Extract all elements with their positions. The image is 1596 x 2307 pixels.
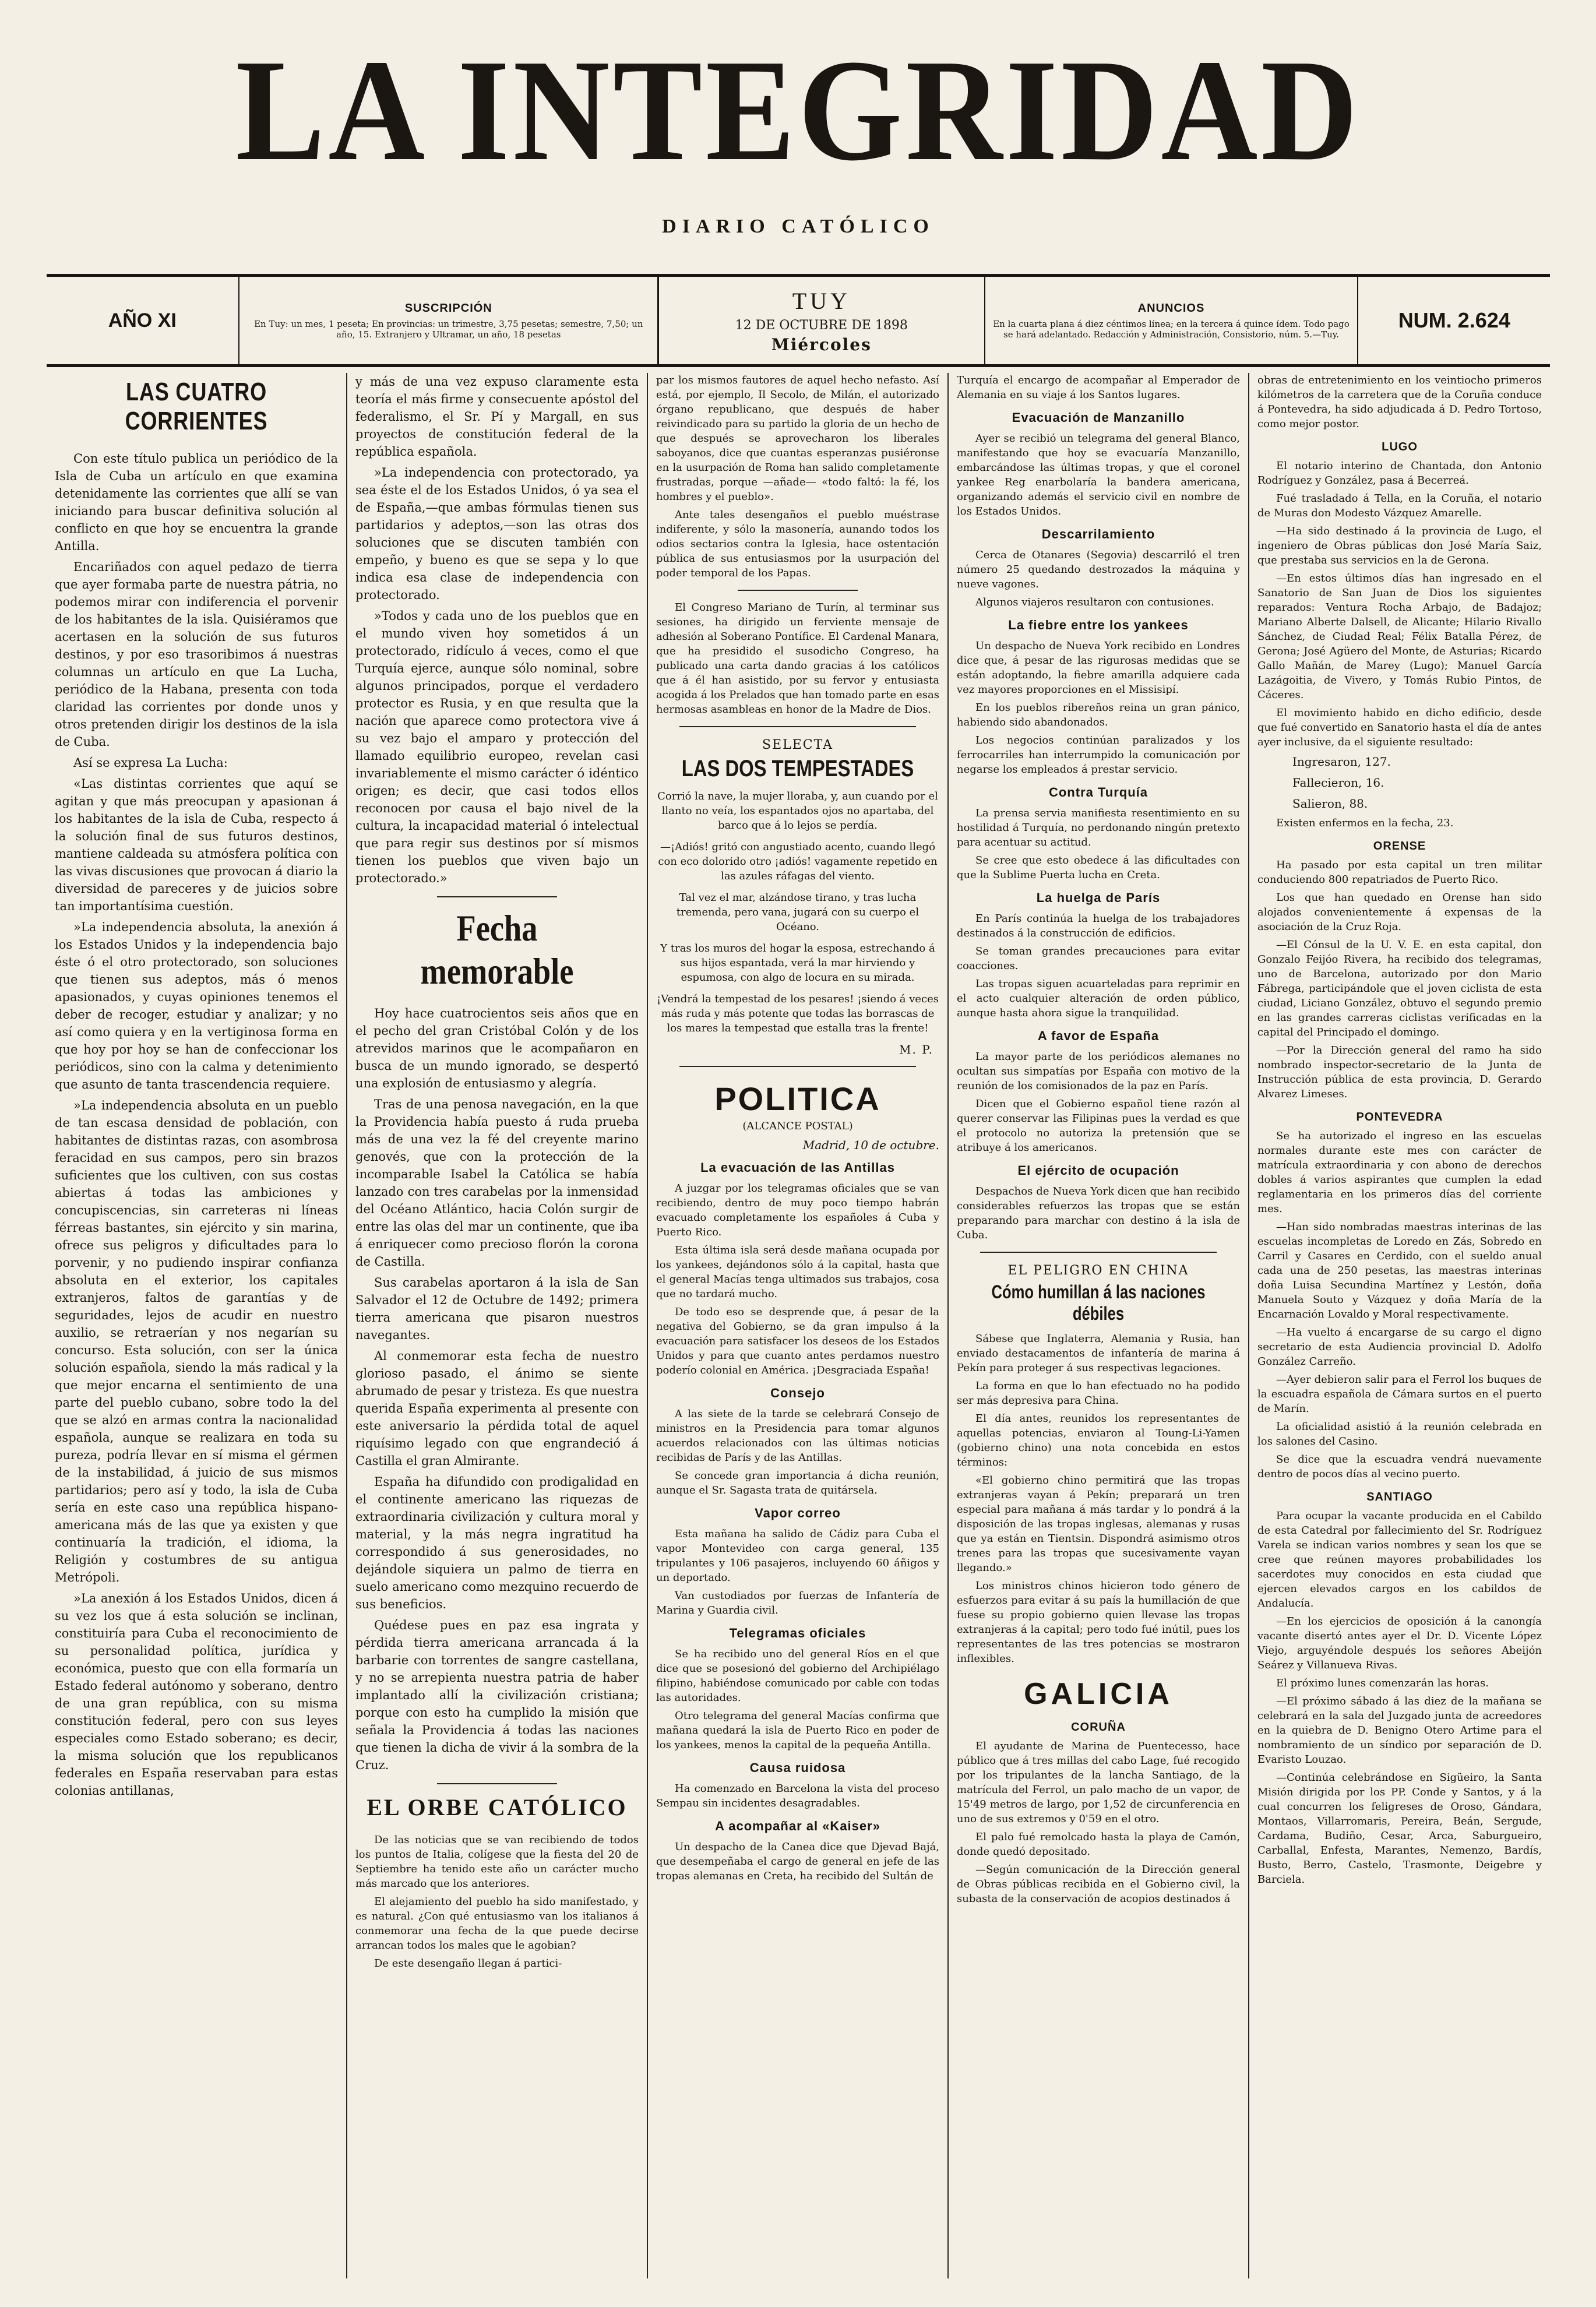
news-heading: La fiebre entre los yankees bbox=[1008, 618, 1189, 632]
article-paragraph: y más de una vez expuso claramente esta teoría el más firme y consecuente apóstol del federalismo, el Sr. Pí y Margall, en sus proyectos de constitución federal de la república española. bbox=[355, 375, 639, 459]
section-subheading: (ALCANCE POSTAL) bbox=[742, 1120, 853, 1132]
column-4 bbox=[949, 373, 1249, 2278]
news-paragraph: «El gobierno chino permitirá que las tropas extranjeras vayan á Pekín; preparará un tren especial para mañana á más tardar y lo pondrá á la disposición de las tropas inglesas, alemanas y rusas que ya están en Tientsin. Dispondrá asimismo otros trenes para las tropas que sucesivamente vayan llegando.» bbox=[957, 1474, 1240, 1574]
news-paragraph: Turquía el encargo de acompañar al Emperador de Alemania en su viaje á los Santos lugares. bbox=[957, 374, 1240, 401]
article-paragraph: De este desengaño llegan á partici- bbox=[374, 1957, 562, 1970]
news-paragraph: —Ha sido destinado á la provincia de Lugo, el ingeniero de Obras públicas don José María Saiz, que prestaba sus servicios en la de Gerona. bbox=[1257, 525, 1542, 566]
news-paragraph: —Según comunicación de la Dirección general de Obras públicas recibida en el Gobierno civil, la subasta de la conservación de acopios destinados á bbox=[957, 1864, 1240, 1905]
news-heading: La huelga de París bbox=[1036, 890, 1161, 905]
news-paragraph: Van custodiados por fuerzas de Infantería de Marina y Guardia civil. bbox=[656, 1590, 939, 1616]
news-paragraph: —Ha vuelto á encargarse de su cargo el digno secretario de esta Audiencia provincial D. Adolfo González Carreño. bbox=[1257, 1326, 1542, 1368]
article-paragraph: »La independencia con protectorado, ya sea éste el de los Estados Unidos, ó ya sea el de España,—que ambas fórmulas tienen sus partidarios y adeptos,—son las otras dos soluciones que se discuten también con empeño, y bueno es que se sepa y lo que indica esa clase de independencia con protectorado. bbox=[355, 466, 639, 602]
news-paragraph: El palo fué remolcado hasta la playa de Camón, donde quedó depositado. bbox=[957, 1831, 1240, 1858]
news-paragraph: Algunos viajeros resultaron con contusiones. bbox=[975, 596, 1214, 608]
issue-number: NUM. 2.624 bbox=[1398, 308, 1510, 332]
article-paragraph: Al conmemorar esta fecha de nuestro glorioso pasado, el ánimo se siente abrumado de pesar y tristeza. Es que nuestra querida España experimenta al presente con este aniversario la pérdida total de aquel riquísimo legado con que engrandeció á Castilla el gran Almirante. bbox=[355, 1349, 639, 1468]
article-heading: EL ORBE CATÓLICO bbox=[367, 1794, 628, 1820]
news-paragraph: El ayudante de Marina de Puentecesso, hace público que á tres millas del cabo Lage, fué recogido por los tripulantes de la lancha Santiago, de la matrícula del Ferrol, un palo macho de un vapor, de 15'49 metros de largo, por 1,52 de circunferencia en uno de sus extremos y 0'59 en el otro. bbox=[957, 1740, 1240, 1825]
article-paragraph: El alejamiento del pueblo ha sido manifestado, y es natural. ¿Con qué entusiasmo van los italianos á conmemorar una fecha de la que puede decirse arrancan todos los males que le agobian? bbox=[355, 1896, 639, 1952]
date-box bbox=[659, 277, 984, 364]
news-heading: Evacuación de Manzanillo bbox=[1012, 410, 1185, 425]
poem-stanza: Corrió la nave, la mujer lloraba, y, aun cuando por el llanto no veía, los espantados ojos no apartaba, del barco que á lo lejos se perdía. bbox=[657, 790, 938, 832]
news-paragraph: La forma en que lo han efectuado no ha podido ser más depresiva para China. bbox=[957, 1380, 1240, 1407]
news-paragraph: —Han sido nombradas maestras interinas de las escuelas incompletas de Loredo en Zás, Sobredo en Carril y Casares en Cerdido, con el sueldo anual cada una de 250 pesetas, las maestras interinas doña Luisa Secundina Martínez y Lestón, doña Manuela Souto y Vázquez y doña María de la Encarnación Lovaldo y Moral respectivamente. bbox=[1257, 1221, 1542, 1320]
list-item: Salieron, 88. bbox=[1292, 797, 1368, 811]
newspaper-page bbox=[47, 23, 1550, 2284]
poem-stanza: Y tras los muros del hogar la esposa, estrechando á sus hijos espantada, verá la mar hirviendo y espumosa, con algo de locura en su mirada. bbox=[660, 942, 935, 984]
news-paragraph: obras de entretenimiento en los veintiocho primeros kilómetros de la carretera que de la Coruña conduce á Pontevedra, ha sido adjudicada á D. Pedro Tortoso, como mejor postor. bbox=[1257, 374, 1542, 430]
ads-heading: ANUNCIOS bbox=[1137, 301, 1205, 315]
news-paragraph: Los ministros chinos hicieron todo género de esfuerzos para evitar á su país la humillación de que fuese su propio gobierno quien llevase las tropas extranjeras á la capital; pero todo fué inútil, pues los representantes de las tres potencias se mostraron inflexibles. bbox=[957, 1580, 1240, 1665]
news-heading: PONTEVEDRA bbox=[1356, 1111, 1443, 1123]
news-paragraph: El movimiento habido en dicho edificio, desde que fué convertido en Sanatorio hasta el día de antes ayer inclusive, da el siguiente resultado: bbox=[1257, 707, 1542, 748]
article-paragraph: par los mismos fautores de aquel hecho nefasto. Así está, por ejemplo, Il Secolo, de Milán, el autorizado órgano republicano, que después de haber reivindicado para su partido la gloria de un hecho de que después se aprovecharon los liberales saboyanos, dice que cuantas esperanzas pusiéronse en la usurpación de Roma han salido completamente frustradas, porque —añade— «todo faltó: la fé, los hombres y el pueblo». bbox=[656, 374, 939, 503]
news-heading: Vapor correo bbox=[755, 1506, 841, 1520]
article-paragraph: Hoy hace cuatrocientos seis años que en el pecho del gran Cristóbal Colón y de los atrevidos marinos que le acompañaron en busca de un mundo ignorado, se despertó una explosión de entusiasmo y alegría. bbox=[355, 1006, 639, 1090]
news-paragraph: Las tropas siguen acuarteladas para reprimir en el acto cualquier alteración de orden público, aunque hasta ahora sigue la tranquilidad. bbox=[957, 978, 1240, 1019]
news-paragraph: —Ayer debieron salir para el Ferrol los buques de la escuadra española de Cámara surtos en el puerto de Marín. bbox=[1257, 1373, 1542, 1415]
news-paragraph: En los pueblos ribereños reina un gran pánico, habiendo sido abandonados. bbox=[957, 702, 1240, 728]
news-paragraph: —El próximo sábado á las diez de la mañana se celebrará en la sala del Juzgado junta de acreedores en la quiebra de D. Benigno Otero Artime para el nombramiento de un síndico por separación de D. Evaristo Louzao. bbox=[1257, 1695, 1542, 1766]
divider bbox=[437, 896, 557, 897]
news-paragraph: A las siete de la tarde se celebrará Consejo de ministros en la Presidencia para tomar algunos acuerdos relacionados con las últimas noticias recibidas de París y de las Antillas. bbox=[656, 1408, 939, 1464]
list-item: Fallecieron, 16. bbox=[1292, 776, 1384, 790]
article-paragraph: Así se expresa La Lucha: bbox=[73, 756, 228, 770]
section-heading: POLITICA bbox=[714, 1080, 881, 1117]
news-paragraph: Un despacho de Nueva York recibido en Londres dice que, á pesar de las rigurosas medidas que se están adoptando, la fiebre amarilla adquiere cada vez mayores proporciones en el Missisipí. bbox=[957, 640, 1240, 696]
news-paragraph: Para ocupar la vacante producida en el Cabildo de esta Catedral por fallecimiento del Sr. Rodríguez Varela se indican varios nombres y sean los que se cree que reúnen mayores probabilidades los sacerdotes muy conocidos en esta ciudad que ejercen elevados cargos en los cabildos de Andalucía. bbox=[1257, 1510, 1542, 1609]
news-paragraph: Sábese que Inglaterra, Alemania y Rusia, han enviado destacamentos de infantería de marina á Pekín para proteger á sus respectivas legaciones. bbox=[957, 1333, 1240, 1374]
news-heading: Telegramas oficiales bbox=[729, 1626, 866, 1640]
info-bar bbox=[47, 274, 1550, 367]
news-heading: SANTIAGO bbox=[1366, 1491, 1433, 1503]
article-paragraph: España ha difundido con prodigalidad en el continente americano las riquezas de extraordinaria civilización y cultura moral y material, y la más negra ingratitud ha correspondido á sus generosidades, no dejándole siquiera un palmo de tierra en suelo americano como mezquino recuerdo de sus beneficios. bbox=[355, 1475, 639, 1611]
news-paragraph: Fué trasladado á Tella, en la Coruña, el notario de Muras don Modesto Vázquez Amarelle. bbox=[1257, 492, 1542, 519]
article-heading: Cómo humillan á las naciones débiles bbox=[991, 1281, 1206, 1324]
news-heading: ORENSE bbox=[1373, 840, 1426, 853]
news-paragraph: Despachos de Nueva York dicen que han recibido considerables refuerzos las tropas que se están preparando para marchar con destino á la isla de Cuba. bbox=[957, 1185, 1240, 1241]
news-heading: A acompañar al «Kaiser» bbox=[715, 1819, 880, 1833]
date-weekday: Miércoles bbox=[771, 334, 872, 354]
article-heading: Fecha memorable bbox=[420, 907, 574, 992]
news-paragraph: —El Cónsul de la U. V. E. en esta capital, don Gonzalo Feijóo Rivera, ha recibido dos telegramas, uno de Barcelona, autorizado por don Mario Fábrega, participándole que el joven ciclista de esta ciudad, Liciano González, obtuvo el segundo premio en las grandes carreras ciclistas verificadas en la capital del Principado el domingo. bbox=[1257, 939, 1542, 1038]
article-paragraph: Encariñados con aquel pedazo de tierra que ayer formaba parte de nuestra pátria, no podemos mirar con indiferencia el porvenir de los habitantes de la isla. Quisiéramos que acertasen en la solución de sus futuros destinos, y por eso trasoribimos á nuestras columnas un artículo en que La Lucha, periódico de la Habana, presenta con toda claridad las corrientes por donde unos y otros pretenden dirigir los destinos de la isla de Cuba. bbox=[55, 560, 338, 749]
news-paragraph: —Por la Dirección general del ramo ha sido nombrado inspector-secretario de la Junta de Instrucción pública de esta provincia, D. Gerardo Alvarez Limeses. bbox=[1257, 1044, 1542, 1100]
subscription-text: En Tuy: un mes, 1 peseta; En provincias: un trimestre, 3,75 pesetas; semestre, 7,50; un año, 15. Extranjero y Ultramar, un año, 18 pesetas bbox=[254, 318, 643, 340]
news-paragraph: Se dice que la escuadra vendrá nuevamente dentro de pocos días al vecino puerto. bbox=[1257, 1453, 1542, 1480]
news-paragraph: Los negocios continúan paralizados y los ferrocarriles han interrumpido la comunicación por negarse los empleados á prestar servicio. bbox=[957, 734, 1240, 776]
masthead bbox=[47, 23, 1550, 238]
news-paragraph: Ha comenzado en Barcelona la vista del proceso Sempau sin incidentes desagradables. bbox=[656, 1783, 939, 1809]
subscription-heading: SUSCRIPCIÓN bbox=[404, 301, 492, 315]
news-heading: A favor de España bbox=[1037, 1029, 1160, 1043]
news-paragraph: El día antes, reunidos los representantes de aquellas potencias, enviaron al Toung-Li-Yamen (gobierno chino) una nota concebida en estos términos: bbox=[957, 1413, 1240, 1468]
column-1 bbox=[47, 373, 347, 2278]
news-paragraph: A juzgar por los telegramas oficiales que se van recibiendo, dentro de muy poco tiempo habrán evacuado completamente los españoles á Cuba y Puerto Rico. bbox=[656, 1182, 939, 1238]
divider bbox=[980, 1252, 1217, 1253]
news-paragraph: En París continúa la huelga de los trabajadores destinados á la construcción de edificios. bbox=[957, 913, 1240, 939]
news-paragraph: Se concede gran importancia á dicha reunión, aunque el Sr. Sagasta trata de quitársela. bbox=[656, 1470, 939, 1496]
subscription-box bbox=[239, 277, 657, 364]
news-paragraph: —En los ejercicios de oposición á la canongía vacante disertó antes ayer el Dr. D. Vicente López Viejo, arguyéndole después los señores Abeijón Seárez y Villanueva Rivas. bbox=[1257, 1615, 1542, 1671]
poem-title: LAS DOS TEMPESTADES bbox=[681, 756, 914, 781]
list-item: Ingresaron, 127. bbox=[1292, 755, 1391, 769]
article-paragraph: El Congreso Mariano de Turín, al terminar sus sesiones, ha dirigido un ferviente mensaje de adhesión al Soberano Pontífice. El Cardenal Manara, que ha presidido el susodicho Congreso, ha publicado una carta dando gracias á los católicos que á él han asistido, por su fervor y entusiasta acogida á los Prelados que han tomado parte en esas hermosas asambleas en honor de la Madre de Dios. bbox=[656, 601, 939, 716]
section-label: SELECTA bbox=[762, 738, 833, 752]
dateline: Madrid, 10 de octubre. bbox=[802, 1138, 939, 1152]
column-3 bbox=[648, 373, 949, 2278]
news-heading: El ejército de ocupación bbox=[1017, 1163, 1179, 1178]
news-paragraph: La mayor parte de los periódicos alemanes no ocultan sus simpatías por España con motivo de la reunión de los comisionados de la paz en París. bbox=[957, 1051, 1240, 1092]
article-paragraph: Ante tales desengaños el pueblo muéstrase indiferente, y sólo la masonería, aunando todos los odios sectarios contra la Iglesia, hace ostentación pública de sus entusiasmos por la usurpación del poder temporal de los Papas. bbox=[656, 509, 939, 579]
news-paragraph: Se toman grandes precauciones para evitar coacciones. bbox=[957, 945, 1240, 972]
news-paragraph: Esta última isla será desde mañana ocupada por los yankees, dejándonos sólo á la capital, hasta que el general Macías tenga ultimados sus trabajos, cosa que no tardará mucho. bbox=[656, 1244, 939, 1300]
news-paragraph: Ha pasado por esta capital un tren militar conduciendo 800 repatriados de Puerto Rico. bbox=[1257, 859, 1542, 886]
news-paragraph: Cerca de Otanares (Segovia) descarriló el tren número 25 quedando destrozados la máquina y nueve vagones. bbox=[957, 549, 1240, 590]
article-paragraph: «Las distintas corrientes que aquí se agitan y que más preocupan y apasionan á los habitantes de la isla de Cuba, respecto á la solución final de sus futuros destinos, mantiene caldeada su atmósfera política con las vivas discusiones que provocan á diario la diversidad de pareceres y de juicios sobre tan importantísima cuestión. bbox=[55, 777, 338, 913]
ads-text: En la cuarta plana á diez céntimos línea; en la tercera á quince ídem. Todo pago se hará adelantado. Redacción y Administración, Consistorio, núm. 5.—Tuy. bbox=[993, 318, 1350, 340]
news-paragraph: Los que han quedado en Orense han sido alojados convenientemente á expensas de la asociación de la Cruz Roja. bbox=[1257, 892, 1542, 933]
news-heading: Contra Turquía bbox=[1048, 785, 1148, 799]
news-heading: Causa ruidosa bbox=[749, 1760, 846, 1775]
news-paragraph: Existen enfermos en la fecha, 23. bbox=[1276, 817, 1454, 829]
column-2 bbox=[347, 373, 648, 2278]
news-paragraph: Dicen que el Gobierno español tiene razón al querer conservar las Filipinas pues la verdad es que el protocolo no autoriza la pretensión que se atribuye á los americanos. bbox=[957, 1098, 1240, 1154]
poem-signature: M. P. bbox=[899, 1042, 933, 1056]
news-paragraph: Se ha recibido uno del general Ríos en el que dice que se posesionó del gobierno del Archipiélago filipino, habiéndose comunicado por cable con todas las autoridades. bbox=[656, 1648, 939, 1704]
news-paragraph: Un despacho de la Canea dice que Djevad Bajá, que desempeñaba el cargo de general en jefe de las tropas alemanas en Creta, ha recibido del Sultán de bbox=[656, 1841, 939, 1882]
newspaper-subtitle: DIARIO CATÓLICO bbox=[662, 216, 935, 237]
ads-box bbox=[985, 277, 1357, 364]
news-paragraph: —Continúa celebrándose en Sigüeiro, la Santa Misión dirigida por los PP. Conde y Santos, y á la cual concurren los feligreses de Oroso, Gándara, Montaos, Villarromaris, Pereira, Beán, Sergude, Cardama, Budiño, Cesar, Arca, Saburgueiro, Carballal, Enfesta, Marantes, Nemenzo, Bardís, Busto, Berro, Castelo, Trasmonte, Deigebre y Barciela. bbox=[1257, 1771, 1542, 1886]
year-label: AÑO XI bbox=[108, 309, 177, 332]
article-paragraph: »La anexión á los Estados Unidos, dicen á su vez los que á esta solución se inclinan, constituiría para Cuba el reconocimiento de su personalidad política, jurídica y económica, puesto que con ella formaría un Estado federal autónomo y soberano, dentro de una gran república, con su misma constitución federal, pero con sus leyes especiales como Estado soberano; es decir, la misma solución que los republicanos federales en España reservaban para estas colonias antillanas, bbox=[55, 1591, 338, 1798]
news-heading: Descarrilamiento bbox=[1041, 527, 1155, 541]
article-paragraph: Tras de una penosa navegación, en la que la Providencia había puesto á ruda prueba más de una vez la fé del creyente marino genovés, que con la protección de la incomparable Isabel la Católica se había lanzado con tres carabelas por la inmensidad del Océano Atlántico, hacia Colón surgir de entre las olas del mar un continente, que iba á enriquecer como precioso florón la corona de Castilla. bbox=[355, 1097, 639, 1269]
article-paragraph: Quédese pues en paz esa ingrata y pérdida tierra americana arrancada á la barbarie con torrentes de sangre castellana, y no se arrepienta nuestra patria de haber implantado allí la civilización cristiana; porque con esto ha cumplido la misión que señala la Providencia á todas las naciones que tienen la dicha de vivir á la sombra de la Cruz. bbox=[355, 1618, 639, 1772]
article-paragraph: »La independencia absoluta en un pueblo de tan escasa densidad de población, con habitantes de distintas razas, con asombrosa feracidad en sus campos, pero sin brazos suficientes que los cultiven, con sus costas abiertas á todas las ambiciones y concupiscencias, sin carreteras ni líneas férreas bastantes, sin ejército y sin marina, ofrece sus peligros y dificultades para lo porvenir, y no pudiendo inspirar confianza absoluta en el exterior, los capitales extranjeros, faltos de garantías y de seguridades, lejos de acudir en nuestro auxilio, se retraerían y nos negarían su concurso. Esta solución, con ser la única solución española, siendo la más radical y la que mejor encarna el sentimiento de una parte del pueblo cubano, sobre todo la del que se alzó en armas contra la nacionalidad española, aunque se realizara en toda su pureza, podría llevar en sí misma el gérmen de la instabilidad, á juicio de sus mismos partidarios; pero así y todo, la isla de Cuba sería en este caso una república hispano-americana más de las que ya existen y que continuaría la tradición, el idioma, la Religión y costumbres de su antigua Metrópoli. bbox=[55, 1098, 338, 1584]
section-heading: GALICIA bbox=[1024, 1677, 1173, 1711]
poem-stanza: Tal vez el mar, alzándose tirano, y tras lucha tremenda, pero vana, jugará con su cuerpo el Océano. bbox=[676, 892, 919, 933]
article-paragraph: Con este título publica un periódico de la Isla de Cuba un artículo en que examina detenidamente las corrientes que allí se van iniciando para buscar definitiva solución al conflicto en que hoy se encuentra la grande Antilla. bbox=[55, 452, 338, 553]
article-heading: LAS CUATRO CORRIENTES bbox=[125, 378, 268, 435]
newspaper-title: LA INTEGRIDAD bbox=[235, 30, 1361, 191]
news-paragraph: Se cree que esto obedece á las dificultades con que la Sublime Puerta lucha en Creta. bbox=[957, 854, 1240, 881]
section-label: EL PELIGRO EN CHINA bbox=[1007, 1263, 1189, 1278]
divider bbox=[679, 1066, 916, 1067]
columns bbox=[47, 373, 1550, 2278]
poem-stanza: ¡Vendrá la tempestad de los pesares! ¡siendo á veces más ruda y más potente que todas las borrascas de los mares la tempestad que estalla tras la frente! bbox=[656, 993, 939, 1034]
article-paragraph: De las noticias que se van recibiendo de todos los puntos de Italia, colígese que la fiesta del 20 de Septiembre ha tenido este año un carácter mucho más marcado que los anteriores. bbox=[355, 1834, 639, 1890]
article-paragraph: »Todos y cada uno de los pueblos que en el mundo viven hoy sometidos á un protectorado, ridículo á veces, como el que Turquía ejerce, aunque sólo nominal, sobre algunos principados, porque el verdadero protector es Rusia, y en que resulta que la nación que aparece como protectora vive á su vez bajo el amparo y protección del llamado equilibrio europeo, revelan casi invariablemente el mismo carácter ó idéntico origen; es decir, que casi todos ellos reconocen por causa el bajo nivel de la cultura, la incapacidad material ó intelectual que para regir sus destinos por sí mismos tienen los pueblos que viven bajo un protectorado.» bbox=[355, 609, 639, 885]
news-paragraph: La oficialidad asistió á la reunión celebrada en los salones del Casino. bbox=[1257, 1421, 1542, 1447]
date-line: 12 DE OCTUBRE DE 1898 bbox=[735, 318, 908, 333]
article-paragraph: »La independencia absoluta, la anexión á los Estados Unidos y la independencia bajo éste ó el otro protectorado, son soluciones que tienen sus adeptos, más ó menos apasionados, y cuyas opiniones tenemos el deber de recoger, estudiar y analizar; y no así como quiera y en la vertiginosa forma en que hoy por hoy se han de confeccionar los periódicos, sino con la calma y detenimiento que asunto de tanta trascendencia requiere. bbox=[55, 920, 338, 1091]
news-paragraph: El próximo lunes comenzarán las horas. bbox=[1276, 1677, 1489, 1689]
news-heading: Consejo bbox=[770, 1386, 825, 1400]
divider bbox=[738, 590, 858, 591]
poem-stanza: —¡Adiós! gritó con angustiado acento, cuando llegó con eco dolorido otro ¡adiós! vagamente repetido en las azules ráfagas del viento. bbox=[658, 841, 938, 882]
section-subheading: CORUÑA bbox=[1071, 1721, 1126, 1734]
news-paragraph: Se ha autorizado el ingreso en las escuelas normales durante este mes con carácter de matrícula extraordinaria y con abono de derechos dobles á varios aspirantes que cumplen la edad reglamentaria en los primeros días del corriente mes. bbox=[1257, 1130, 1542, 1215]
column-5 bbox=[1249, 373, 1550, 2278]
divider bbox=[679, 726, 916, 727]
news-paragraph: De todo eso se desprende que, á pesar de la negativa del Gobierno, se da gran impulso á la evacuación para satisfacer los deseos de los Estados Unidos y para que cuanto antes perdamos nuestro poderío colonial en América. ¡Desgraciada España! bbox=[656, 1306, 939, 1376]
news-heading: LUGO bbox=[1382, 441, 1418, 453]
article-paragraph: Sus carabelas aportaron á la isla de San Salvador el 12 de Octubre de 1492; primera tierra americana que pisaron nuestros navegantes. bbox=[355, 1276, 639, 1342]
news-heading: La evacuación de las Antillas bbox=[700, 1160, 895, 1175]
news-paragraph: El notario interino de Chantada, don Antonio Rodríguez y González, pasa á Becerreá. bbox=[1257, 460, 1542, 487]
news-paragraph: La prensa servia manifiesta resentimiento en su hostilidad á Turquía, no perdonando ningún pretexto para acentuar su actitud. bbox=[957, 807, 1240, 848]
divider bbox=[437, 1783, 557, 1784]
news-paragraph: Esta mañana ha salido de Cádiz para Cuba el vapor Montevideo con carga general, 135 tripulantes y 106 pasajeros, incluyendo 60 áñigos y un deportado. bbox=[656, 1528, 939, 1584]
news-paragraph: —En estos últimos días han ingresado en el Sanatorio de San Juan de Dios los siguientes reparados: Ventura Rocha Arbajo, de Badajoz; Mariano Alberte Dalsell, de Alicante; Hilario Rivallo Sánchez, de Ciudad Real; Félix Batalla Pérez, de Gerona; José Agüero del Monte, de Asturias; Ricardo Gallo Mañán, de Marey (Lugo); Manuel García Lazágoitia, de Vivero, y Tomás Rubio Pintos, de Cáceres. bbox=[1257, 572, 1542, 701]
news-paragraph: Ayer se recibió un telegrama del general Blanco, manifestando que hoy se evacuaría Manzanillo, embarcándose las últimas tropas, y que el coronel yankee Reg enarbolaría la bandera americana, organizando además el servicio civil en nombre de los Estados Unidos. bbox=[957, 432, 1240, 517]
news-paragraph: Otro telegrama del general Macías confirma que mañana quedará la isla de Puerto Rico en poder de los yankees, menos la capital de la pequeña Antilla. bbox=[656, 1710, 939, 1751]
date-city: TUY bbox=[792, 287, 851, 314]
